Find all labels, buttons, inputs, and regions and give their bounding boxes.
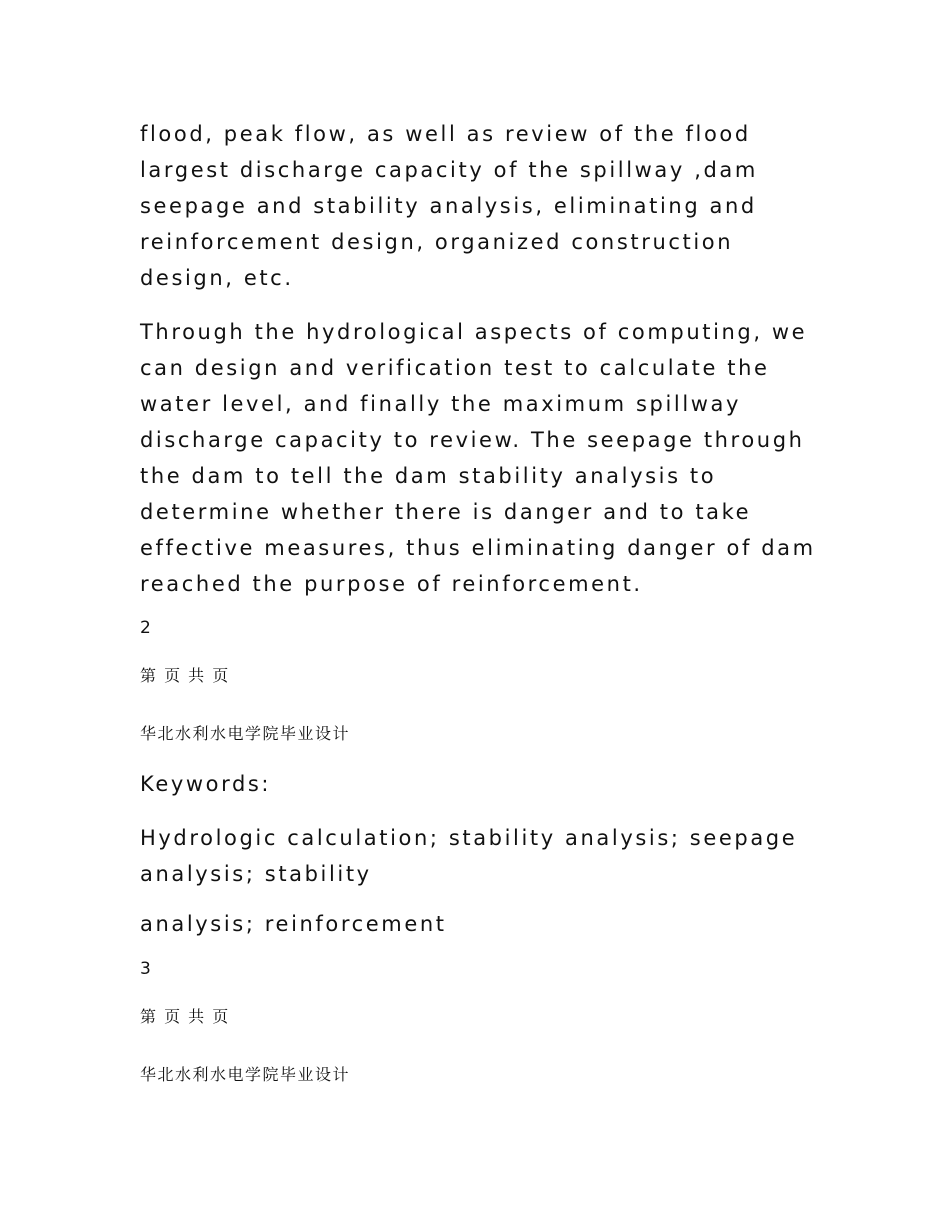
keywords-list (140, 820, 797, 892)
page-number: 2 (140, 618, 151, 638)
paragraph-line: discharge capacity to review. The seepage through (140, 428, 805, 452)
paragraph-line: design, etc. (140, 266, 294, 290)
paragraph-line: seepage and stability analysis, eliminating and (140, 194, 757, 218)
paragraph-1 (140, 116, 758, 296)
running-header: 华北水利水电学院毕业设计 (140, 1065, 351, 1084)
paragraph-line: largest discharge capacity of the spillway ,dam (140, 158, 758, 182)
paragraph-line: effective measures, thus eliminating danger of dam (140, 536, 816, 560)
paragraph-line: reinforcement design, organized construction (140, 230, 734, 254)
paragraph-line: Through the hydrological aspects of computing, we (140, 320, 808, 344)
keywords-heading: Keywords: (140, 772, 272, 796)
paragraph-line: water level, and finally the maximum spillway (140, 392, 742, 416)
page-count-label: 第 页 共 页 (140, 666, 230, 685)
keywords-line: analysis; stability (140, 862, 372, 886)
paragraph-2 (140, 314, 816, 602)
paragraph-line: can design and verification test to calculate the (140, 356, 770, 380)
running-header: 华北水利水电学院毕业设计 (140, 724, 351, 743)
paragraph-line: the dam to tell the dam stability analysis to (140, 464, 717, 488)
paragraph-line: flood, peak flow, as well as review of the flood (140, 122, 751, 146)
page-count-label: 第 页 共 页 (140, 1007, 230, 1026)
keywords-line: Hydrologic calculation; stability analysis; seepage (140, 826, 798, 850)
page-number: 3 (140, 959, 151, 979)
paragraph-line: determine whether there is danger and to take (140, 500, 752, 524)
paragraph-line: reached the purpose of reinforcement. (140, 572, 643, 596)
keywords-continued: analysis; reinforcement (140, 912, 447, 936)
